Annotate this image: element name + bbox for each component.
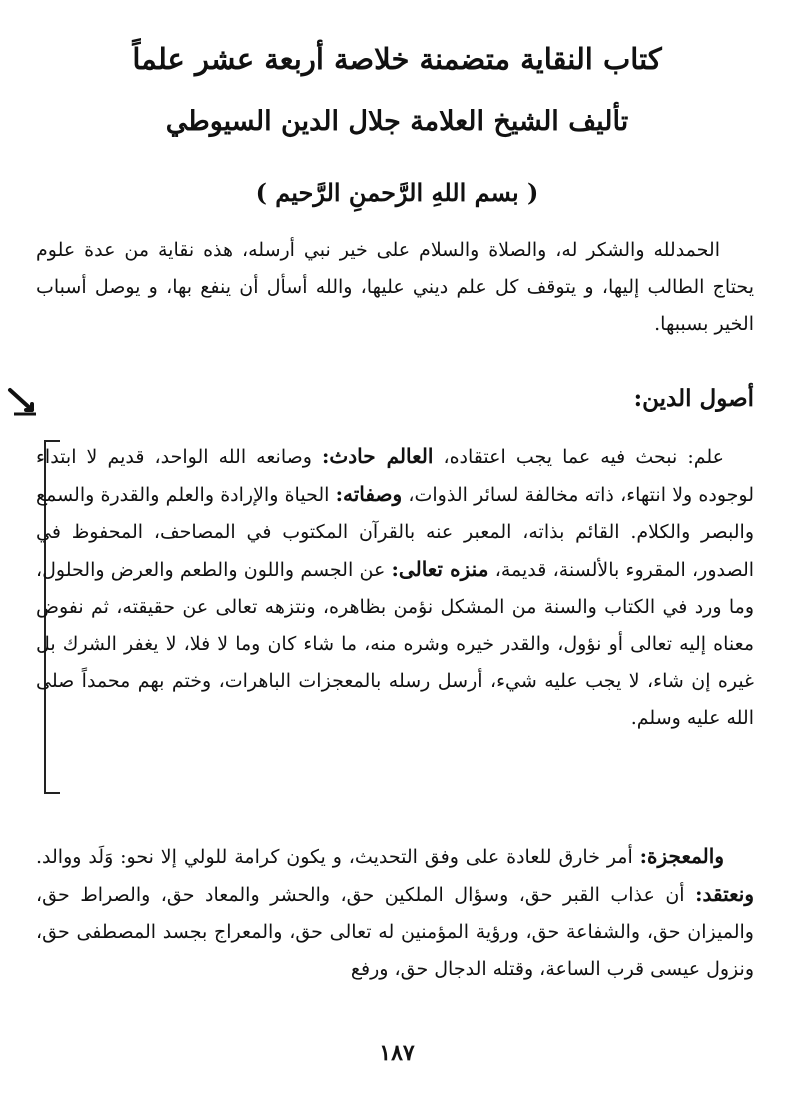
page-number: ١٨٧ (379, 1040, 415, 1066)
author-line: تأليف الشيخ العلامة جلال الدين السيوطي (165, 106, 629, 137)
section-heading: أصول الدين: (633, 385, 754, 412)
keyword-nataqid: ونعتقد: (695, 882, 754, 906)
keyword-alam-hadith: العالم حادث: (322, 444, 434, 468)
basmala: ( بسم اللهِ الرَّحمنِ الرَّحيم ) (255, 178, 539, 207)
intro-paragraph: الحمدلله والشكر له، والصلاة والسلام على خير نبي أرسله، هذه نقاية من عدة علوم يحتاج الطالب إليها، و يتوقف كل علم ديني عليها، والله أسأل أن ينفع بها، و يوصل أسباب الخير بسببها. (36, 239, 754, 335)
keyword-sifatuhu: وصفاته: (335, 482, 403, 506)
usul-text-2: وصانعه الله الواحد، قديم لا ابتداء لوجوده ولا انتهاء، ذاته مخالفة لسائر الذوات، (36, 446, 754, 506)
usul-text-3: الحياة والإرادة والعلم والقدرة والسمع والبصر والكلام. القائم بذاته، المعبر عنه بالقرآن المكتوب في المصاحف، المحفوظ في الصدور، المقروء بالألسنة، قديمة، (36, 484, 755, 581)
keyword-munazzah: منزه تعالى: (391, 557, 489, 581)
usul-text-1: علم: نبحث فيه عما يجب اعتقاده، (443, 446, 725, 468)
keyword-mujiza: والمعجزة: (639, 844, 724, 868)
book-title: كتاب النقاية متضمنة خلاصة أربعة عشر علماً (132, 42, 662, 76)
mujiza-text-2: أن عذاب القبر حق، وسؤال الملكين حق، والحشر والمعاد حق، والصراط حق، والميزان حق، والشفاعة حق، ورؤية المؤمنين له تعالى حق، والمعراج بجسد المصطفى حق، ونزول عيسى قرب الساعة، وقتله الدجال حق، ورفع (36, 884, 754, 980)
mujiza-text-1: أمر خارق للعادة على وفق التحديث، و يكون كرامة للولي إلا نحو: وَلَد ووالد. (36, 846, 633, 868)
usul-paragraph (36, 438, 754, 737)
mujiza-paragraph (36, 838, 754, 988)
pointing-hand-icon (6, 384, 40, 418)
usul-text-4: عن الجسم واللون والطعم والعرض والحلول، وما ورد في الكتاب والسنة من المشكل نؤمن بظاهره، ونتزهه تعالى عن حقيقته، ثم نفوض معناه إليه تعالى أو نؤول، والقدر خيره وشره منه، ما شاء كان وما لا فلا، لا يغفر الشرك بل غيره إن شاء، لا يجب عليه شيء، أرسل رسله بالمعجزات الباهرات، وختم بهم محمداً صلى الله عليه وسلم. (36, 559, 754, 729)
